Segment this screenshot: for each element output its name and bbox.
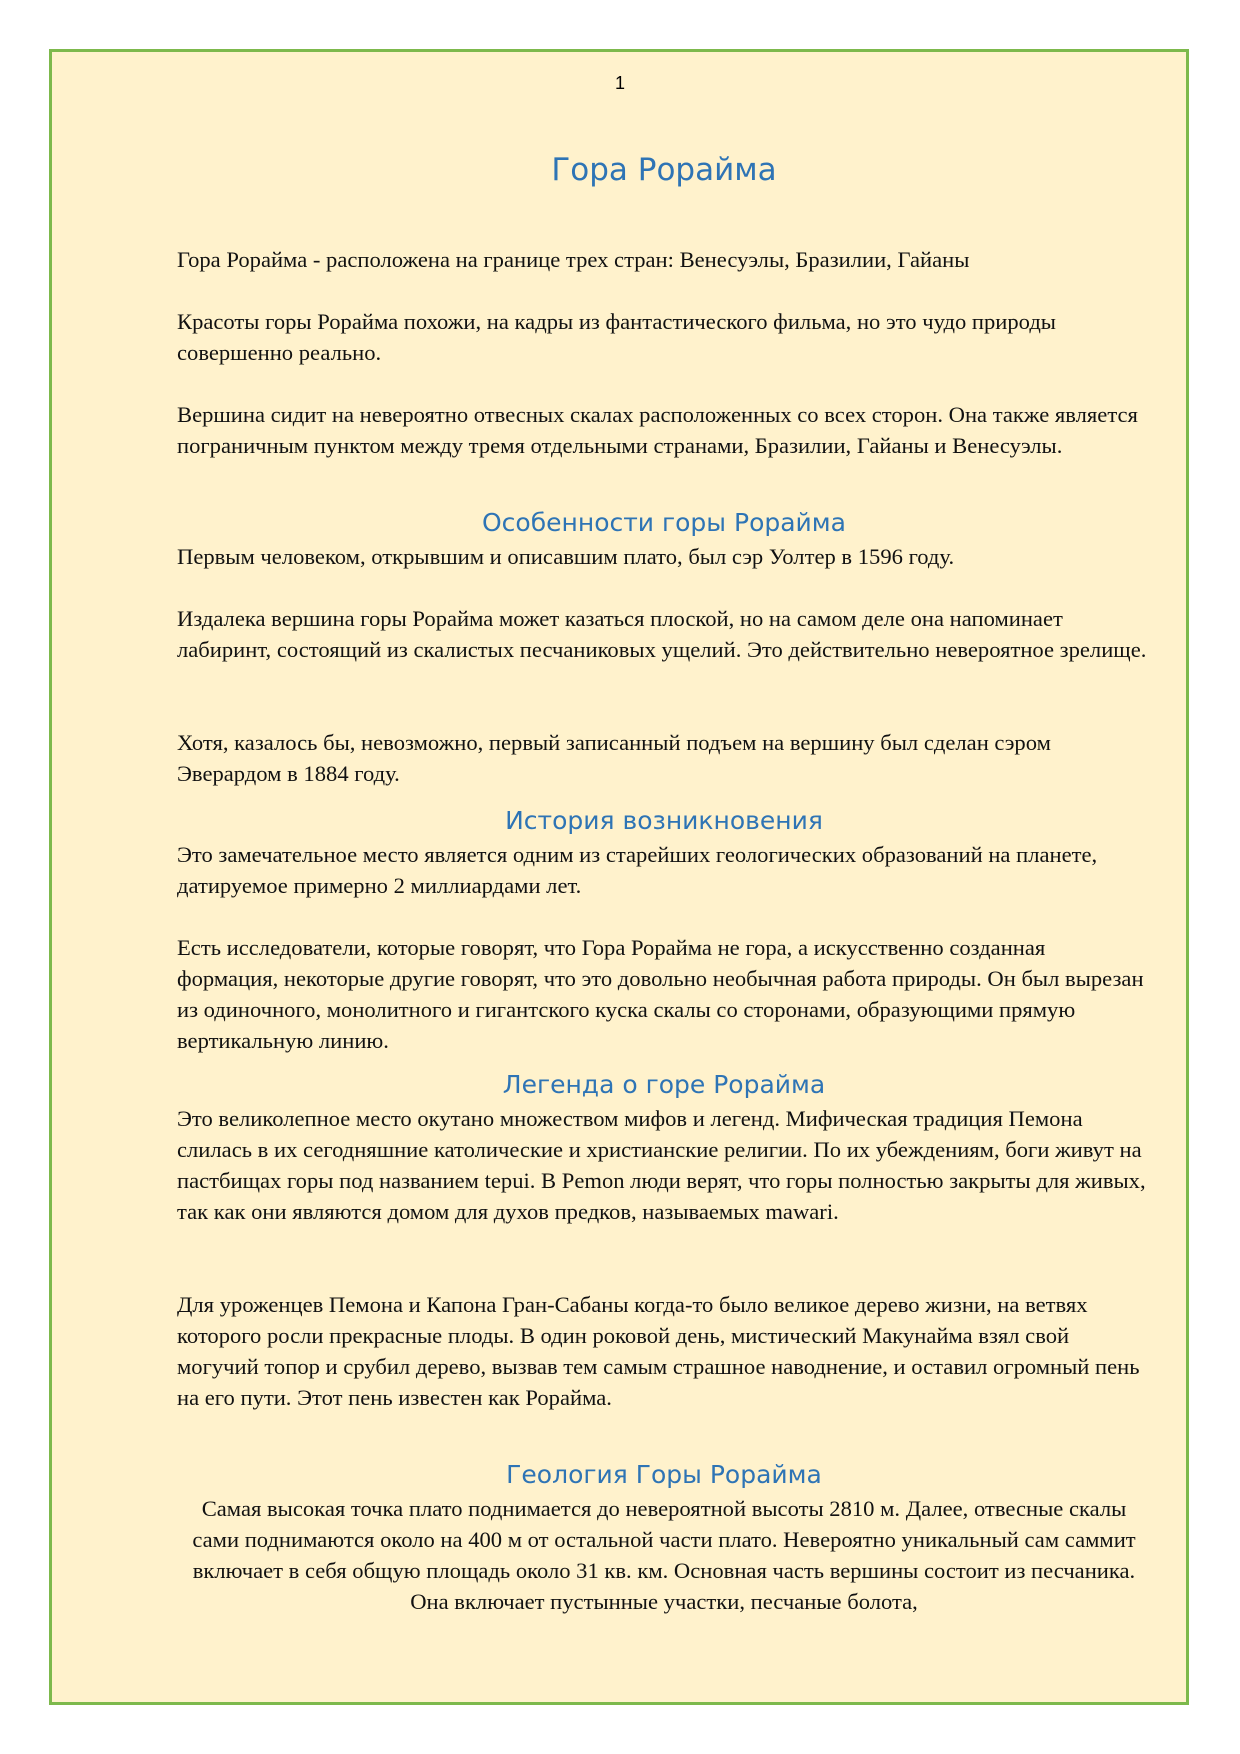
heading-geology: Геология Горы Рорайма — [506, 1460, 822, 1489]
features-paragraph-3: Хотя, казалось бы, невозможно, первый записанный подъем на вершину был сделан сэром Эверардом в 1884 году. — [177, 730, 1051, 786]
heading-legend: Легенда о горе Рорайма — [502, 1070, 826, 1099]
history-paragraph-1: Это замечательное место является одним из старейших геологических образований на планете, датируемое примерно 2 миллиардами лет. — [177, 842, 1098, 898]
legend-paragraph-1: Это великолепное место окутано множеством мифов и легенд. Мифическая традиция Пемона слилась в их сегодняшние католические и христианские религии. По их убеждениям, боги живут на пастбищах горы под названием tepui. В Pemon люди верят, что горы полностью закрыты для живых, так как они являются домом для духов предков, называемых mawari. — [177, 1106, 1146, 1224]
page-number: 1 — [614, 73, 625, 93]
page-title: Гора Рорайма — [551, 152, 777, 188]
features-paragraph-2: Издалека вершина горы Рорайма может казаться плоской, но на самом деле она напоминает лабиринт, состоящий из скалистых песчаниковых ущелий. Это действительно невероятное зрелище. — [177, 606, 1147, 662]
heading-history: История возникновения — [505, 806, 823, 835]
geology-paragraph-1: Самая высокая точка плато поднимается до невероятной высоты 2810 м. Далее, отвесные скалы сами поднимаются около на 400 м от остальной части плато. Невероятно уникальный сам саммит включает в себя общую площадь около 31 кв. км. Основная часть вершины состоит из песчаника. Она включает пустынные участки, песчаные болота, — [192, 1496, 1136, 1614]
intro-paragraph-1: Гора Рорайма - расположена на границе трех стран: Венесуэлы, Бразилии, Гайаны — [177, 247, 970, 272]
legend-paragraph-2: Для уроженцев Пемона и Капона Гран-Сабаны когда-то было великое дерево жизни, на ветвях которого росли прекрасные плоды. В один роковой день, мистический Макунайма взял свой могучий топор и срубил дерево, вызвав тем самым страшное наводнение, и оставил огромный пень на его пути. Этот пень известен как Рорайма. — [177, 1292, 1140, 1410]
features-paragraph-1: Первым человеком, открывшим и описавшим плато, был сэр Уолтер в 1596 году. — [177, 544, 955, 569]
heading-features: Особенности горы Рорайма — [482, 508, 846, 537]
intro-paragraph-3: Вершина сидит на невероятно отвесных скалах расположенных со всех сторон. Она также является пограничным пунктом между тремя отдельными странами, Бразилии, Гайаны и Венесуэлы. — [177, 402, 1138, 458]
intro-paragraph-2: Красоты горы Рорайма похожи, на кадры из фантастического фильма, но это чудо природы совершенно реально. — [177, 309, 1056, 365]
history-paragraph-2: Есть исследователи, которые говорят, что Гора Рорайма не гора, а искусственно созданная формация, некоторые другие говорят, что это довольно необычная работа природы. Он был вырезан из одиночного, монолитного и гигантского куска скалы со сторонами, образующими прямую вертикальную линию. — [177, 935, 1144, 1053]
